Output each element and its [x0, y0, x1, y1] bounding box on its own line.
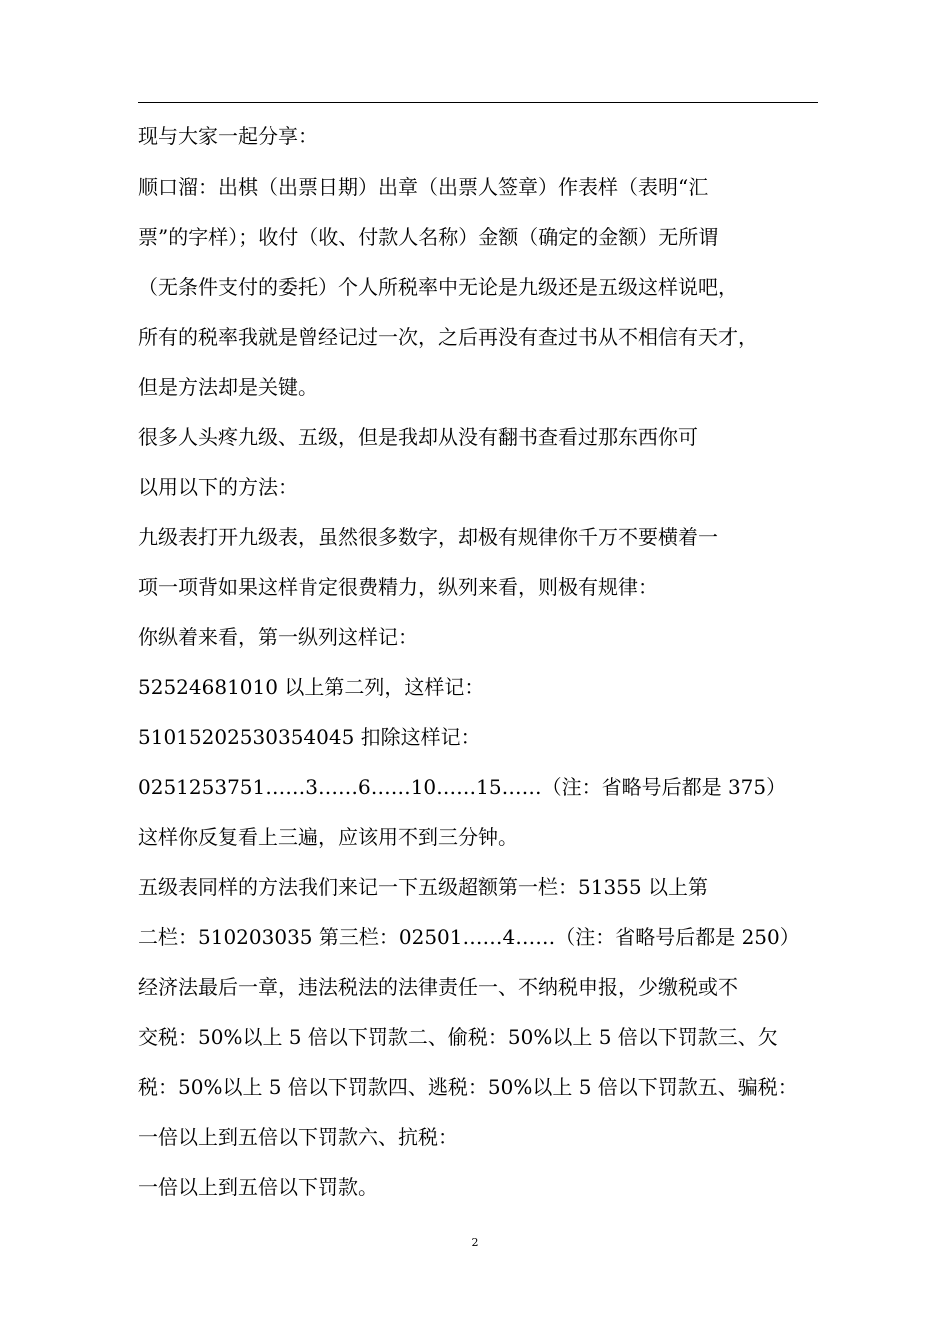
text-line: 现与大家一起分享：: [138, 124, 318, 148]
text-line: 税：50%以上 5 倍以下罚款四、逃税：50%以上 5 倍以下罚款五、骗税：: [138, 1075, 798, 1099]
text-line: 九级表打开九级表，虽然很多数字，却极有规律你千万不要横着一: [138, 525, 718, 549]
text-line: 但是方法却是关键。: [138, 375, 318, 399]
text-line: 项一项背如果这样肯定很费精力，纵列来看，则极有规律：: [138, 575, 658, 599]
text-line: 交税：50%以上 5 倍以下罚款二、偷税：50%以上 5 倍以下罚款三、欠: [138, 1025, 778, 1049]
text-line: 51015202530354045 扣除这样记：: [138, 725, 481, 749]
text-line: 0251253751……3……6……10……15……（注：省略号后都是 375）: [138, 775, 787, 799]
text-line: 票”的字样）；收付（收、付款人名称）金额（确定的金额）无所谓: [138, 225, 719, 249]
page-number: 2: [471, 1236, 479, 1249]
text-line: 一倍以上到五倍以下罚款。: [138, 1175, 378, 1199]
header-rule: [138, 102, 818, 103]
text-line: 52524681010 以上第二列，这样记：: [138, 675, 485, 699]
text-line: 二栏：510203035 第三栏：02501……4……（注：省略号后都是 250）: [138, 925, 800, 949]
text-line: （无条件支付的委托）个人所税率中无论是九级还是五级这样说吧，: [138, 275, 738, 299]
text-line: 经济法最后一章，违法税法的法律责任一、不纳税申报，少缴税或不: [138, 975, 738, 999]
text-line: 顺口溜：出棋（出票日期）出章（出票人签章）作表样（表明“汇: [138, 175, 709, 199]
text-line: 这样你反复看上三遍，应该用不到三分钟。: [138, 825, 518, 849]
text-line: 以用以下的方法：: [138, 475, 298, 499]
text-line: 一倍以上到五倍以下罚款六、抗税：: [138, 1125, 458, 1149]
text-line: 五级表同样的方法我们来记一下五级超额第一栏：51355 以上第: [138, 875, 708, 899]
text-line: 你纵着来看，第一纵列这样记：: [138, 625, 418, 649]
text-line: 所有的税率我就是曾经记过一次，之后再没有查过书从不相信有天才，: [138, 325, 758, 349]
text-line: 很多人头疼九级、五级，但是我却从没有翻书查看过那东西你可: [138, 425, 698, 449]
